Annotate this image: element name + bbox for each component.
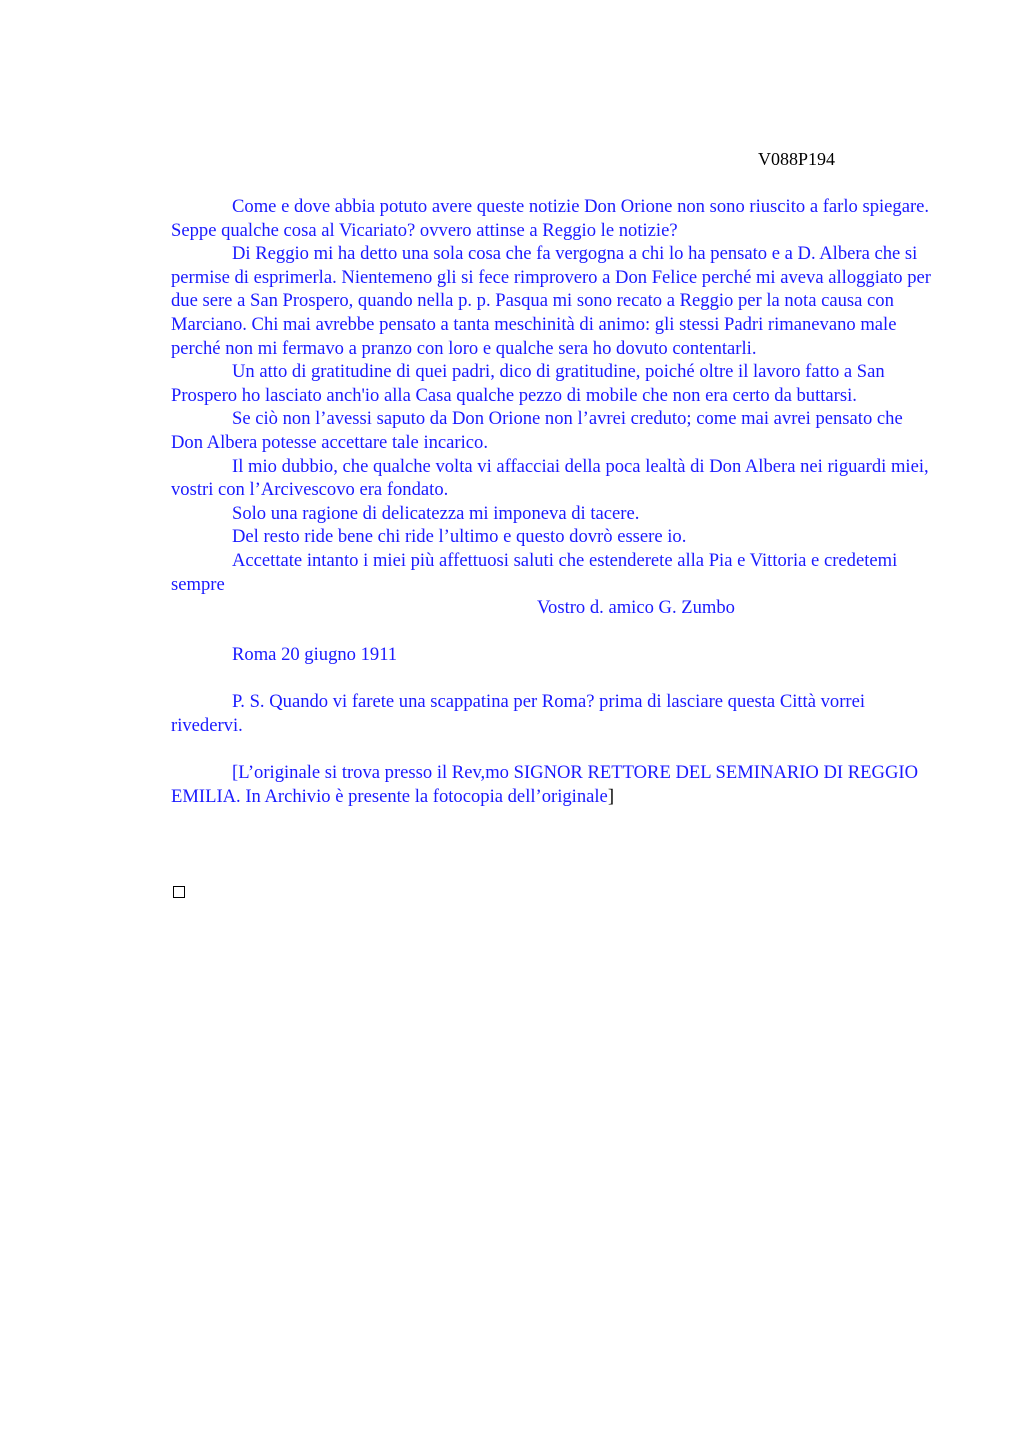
paragraph: Se ciò non l’avessi saputo da Don Orione non l’avrei creduto; come mai avrei pensato che Don Albera potesse accettare tale incarico. [171, 408, 903, 453]
spacer [171, 667, 936, 691]
paragraph: Del resto ride bene chi ride l’ultimo e questo dovrò essere io. [232, 526, 687, 548]
paragraph: Il mio dubbio, che qualche volta vi affacciai della poca lealtà di Don Albera nei riguardi miei, vostri con l’Arcivescovo era fondato. [171, 455, 929, 501]
archive-note [171, 761, 936, 808]
paragraph: Come e dove abbia potuto avere queste notizie Don Orione non sono riuscito a farlo spiegare. Seppe qualche cosa al Vicariato? ovvero attinse a Reggio le notizie? [171, 196, 930, 241]
paragraph: Di Reggio mi ha detto una sola cosa che fa vergogna a chi lo ha pensato e a D. Albera che si permise di esprimerla. Nientemeno gli si fece rimprovero a Don Felice perché mi aveva alloggiato per due sere a San Prospero, quando nella p. p. Pasqua mi sono recato a Reggio per la nota causa con Marciano. Chi mai avrebbe pensato a tanta meschinità di animo: gli stessi Padri rimanevano male perché non mi fermavo a pranzo con loro e qualche sera ho dovuto contentarli. [171, 243, 931, 359]
paragraph: Solo una ragione di delicatezza mi imponeva di tacere. [232, 502, 640, 524]
letter-body [171, 195, 936, 808]
postscript: P. S. Quando vi farete una scappatina per Roma? prima di lasciare questa Città vorrei rivedervi. [171, 691, 866, 737]
spacer [171, 620, 936, 644]
date-line: Roma 20 giugno 1911 [232, 644, 398, 666]
spacer [171, 738, 936, 762]
page-reference: V088P194 [758, 149, 836, 169]
paragraph: Accettate intanto i miei più affettuosi saluti che estenderete alla Pia e Vittoria e credetemi sempre [171, 549, 898, 595]
end-marker-box [173, 886, 185, 898]
signature: Vostro d. amico G. Zumbo [537, 597, 735, 619]
archive-note-close: ] [607, 785, 615, 807]
archive-note-text: [L’originale si trova presso il Rev,mo SIGNOR RETTORE DEL SEMINARIO DI REGGIO EMILIA. In Archivio è presente la fotocopia dell’originale [171, 762, 919, 807]
paragraph: Un atto di gratitudine di quei padri, dico di gratitudine, poiché oltre il lavoro fatto a San Prospero ho lasciato anch'io alla Casa qualche pezzo di mobile che non era certo da buttarsi. [171, 361, 885, 406]
